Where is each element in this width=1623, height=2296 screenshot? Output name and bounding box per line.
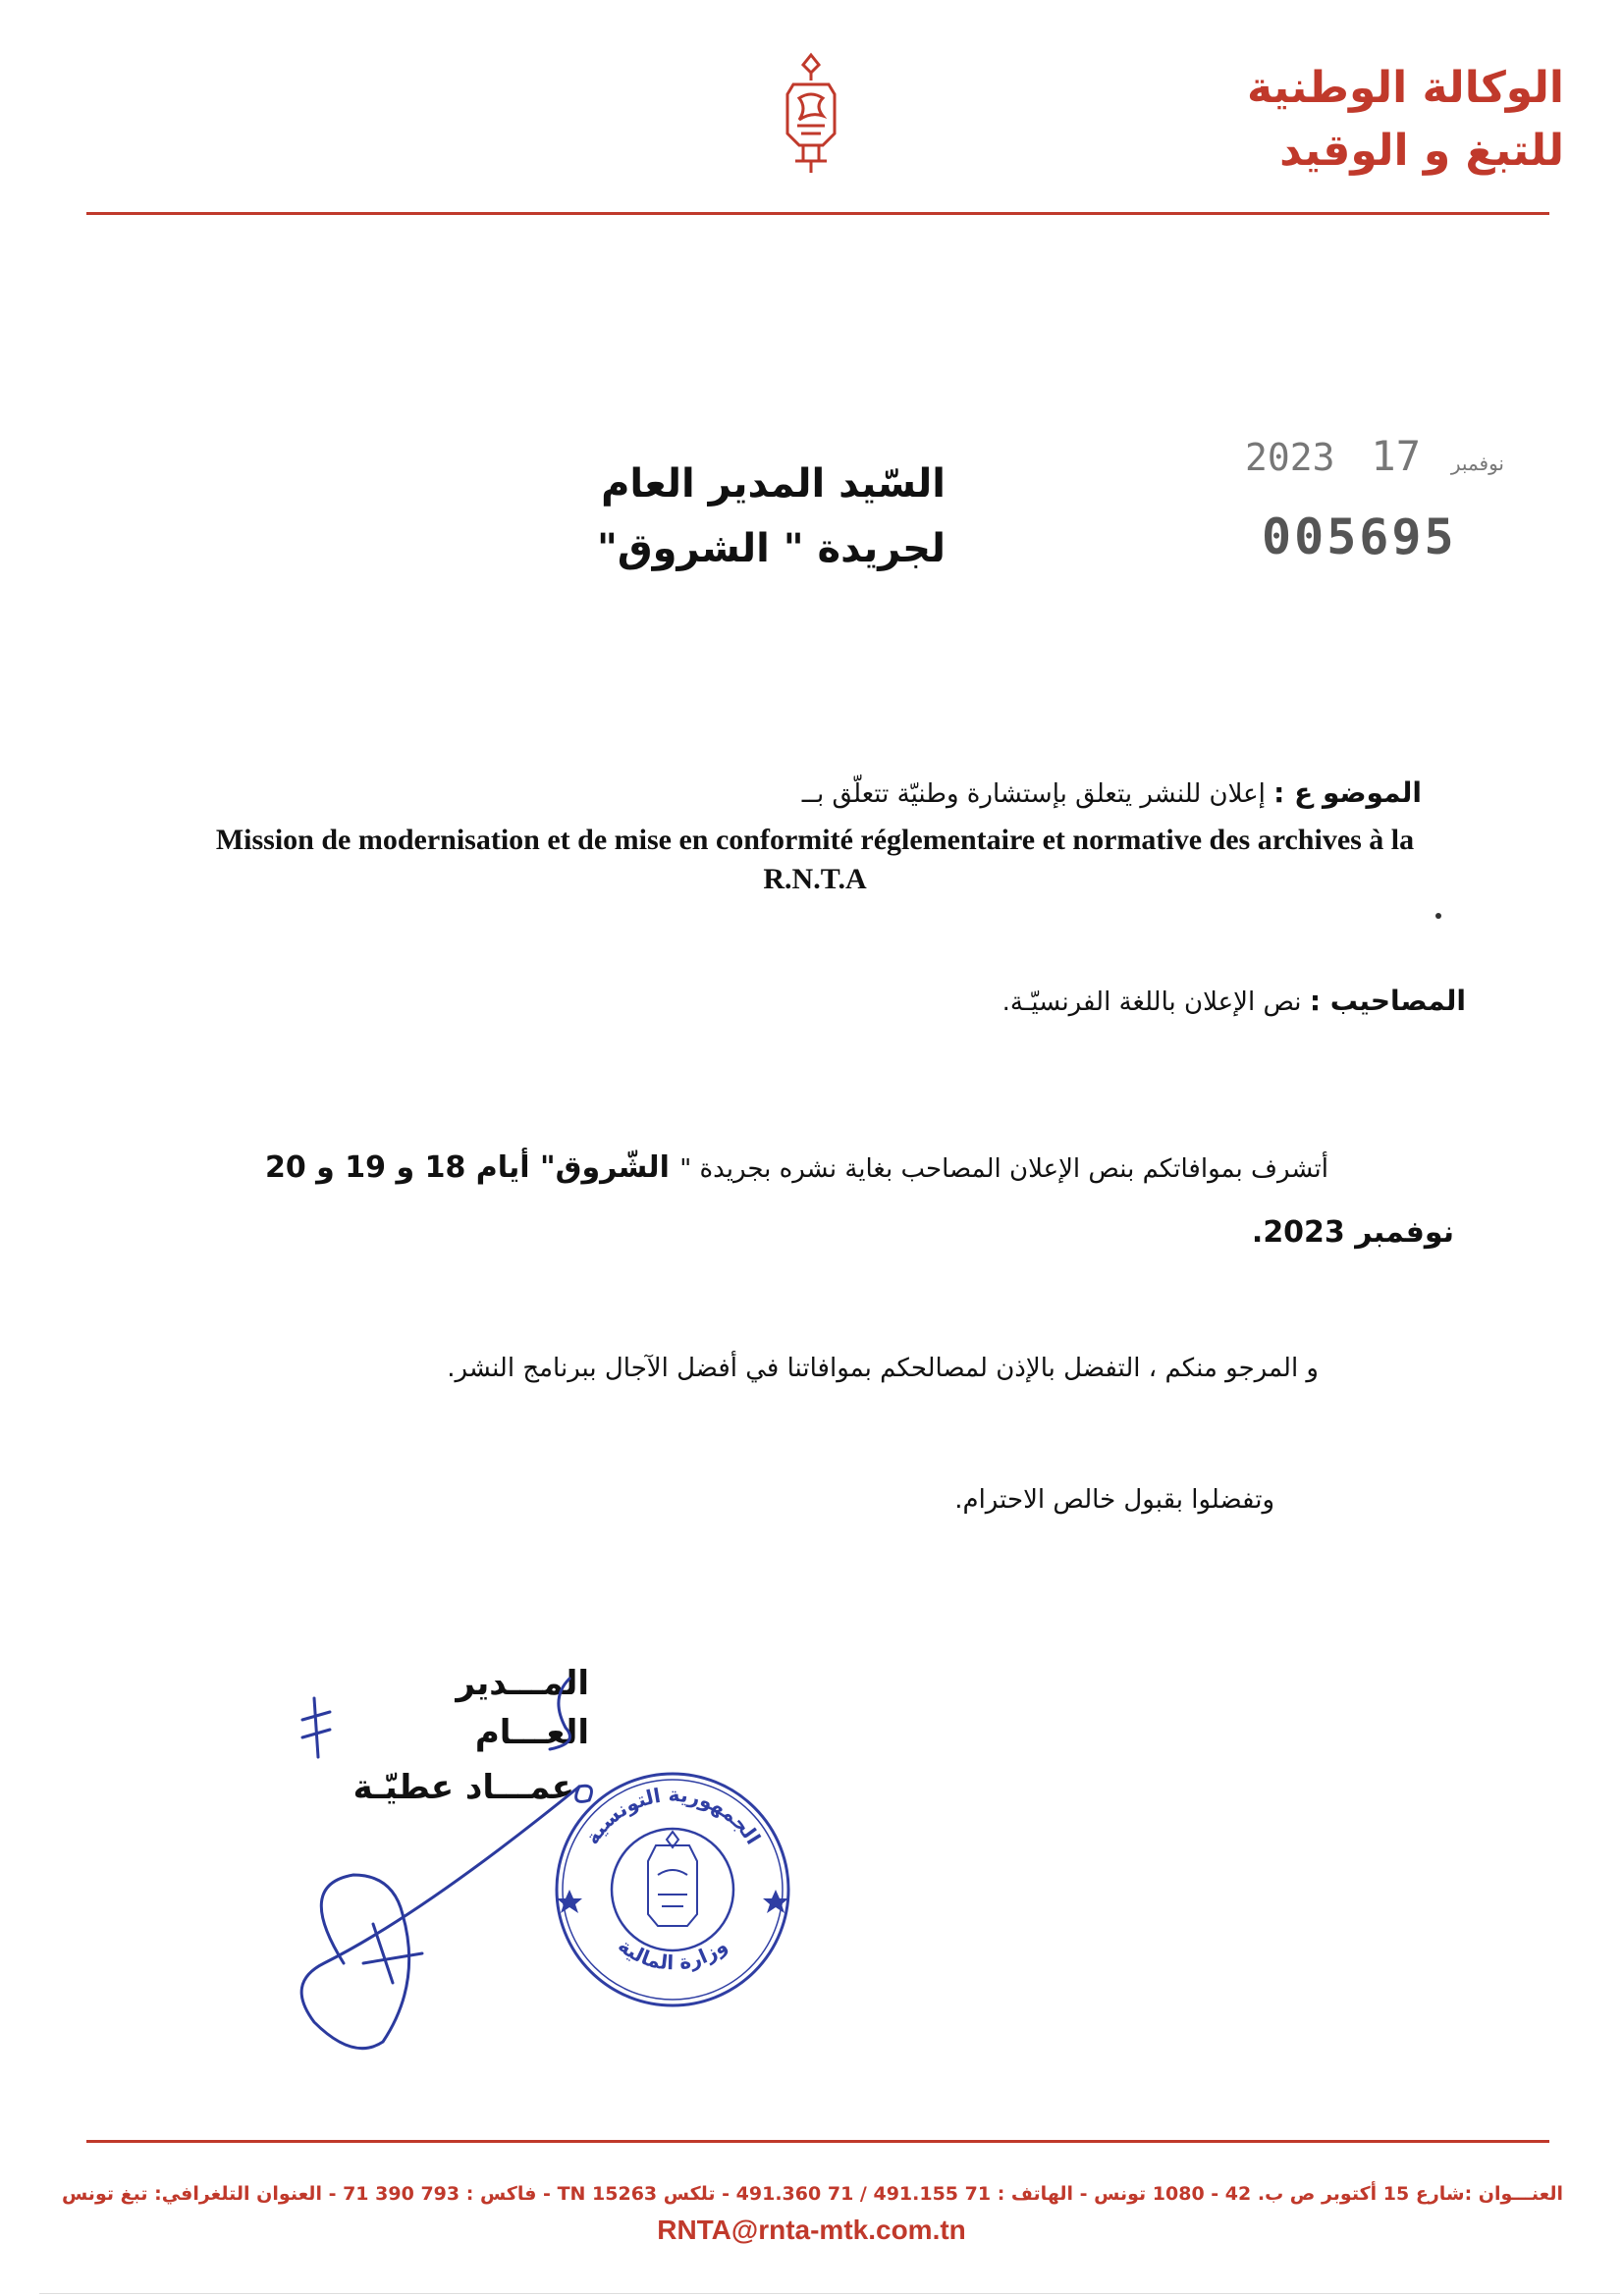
recipient-line2: لجريدة " الشروق" <box>597 526 946 571</box>
organization-name-line1: الوكالة الوطنية <box>1246 63 1564 113</box>
attachment-text: نص الإعلان باللغة الفرنسيّـة. <box>1001 988 1302 1017</box>
subject-label: الموضو ع : <box>1273 776 1422 809</box>
body-paragraph-1 <box>229 1148 1328 1189</box>
closing-paragraph: وتفضلوا بقبول خالص الاحترام. <box>954 1485 1274 1515</box>
recipient-line1: السّيد المدير العام <box>601 461 946 507</box>
subject-line <box>342 774 1422 814</box>
subject-mission: Mission de modernisation et de mise en conformité réglementaire et normative des archives à la R.N.T.A <box>215 824 1415 895</box>
attachment-line <box>288 982 1466 1022</box>
body-paragraph-1-text: أتشرف بموافاتكم بنص الإعلان المصاحب بغاية نشره بجريدة " <box>679 1154 1328 1184</box>
rnta-logo-icon <box>764 51 858 177</box>
stray-dot <box>1435 913 1441 919</box>
footer-divider <box>86 2140 1549 2143</box>
body-paragraph-1-bold: الشّروق" أيام 18 و 19 و 20 <box>264 1150 680 1185</box>
attachment-label: المصاحيب : <box>1309 985 1466 1017</box>
footer-email[interactable]: RNTA@rnta-mtk.com.tn <box>657 2215 966 2245</box>
seal-text-top: الجمهورية التونسية <box>579 1782 766 1849</box>
body-paragraph-2: و المرجو منكم ، التفضل بالإذن لمصالحكم بموافاتنا في أفضل الآجال ببرنامج النشر. <box>447 1354 1319 1383</box>
date-month: نوفمبر <box>1450 452 1504 475</box>
date-day: 17 <box>1371 432 1421 480</box>
signer-name: عمـــاد عطيّـة <box>352 1768 574 1807</box>
page-edge-line <box>39 2293 1620 2294</box>
organization-name-line2: للتبغ و الوقيد <box>1279 126 1564 176</box>
official-seal-icon <box>550 1767 795 2012</box>
subject-text: إعلان للنشر يتعلق بإستشارة وطنيّة تتعلّق بــ <box>801 779 1266 809</box>
organization-name <box>1054 57 1564 183</box>
date-stamp <box>1245 432 1504 480</box>
recipient-block <box>435 452 946 581</box>
svg-text:وزارة المالية <box>614 1934 731 1975</box>
date-year: 2023 <box>1245 436 1335 479</box>
body-paragraph-1-date: نوفمبر 2023. <box>1251 1215 1454 1250</box>
header-divider <box>86 212 1549 215</box>
signer-title: المـــدير العـــام <box>456 1664 589 1752</box>
reference-number: 005695 <box>1262 508 1457 565</box>
seal-text-bottom: وزارة المالية <box>614 1933 731 1975</box>
footer-address: العنـــوان :شارع 15 أكتوبر ص ب. 42 - 1080 تونس - الهاتف : 71 491.155 / 71 491.360 - تلكس TN 15263 - فاكس : 793 390 71 - العنوان التلغرافي: تبغ تونس <box>61 2183 1564 2205</box>
